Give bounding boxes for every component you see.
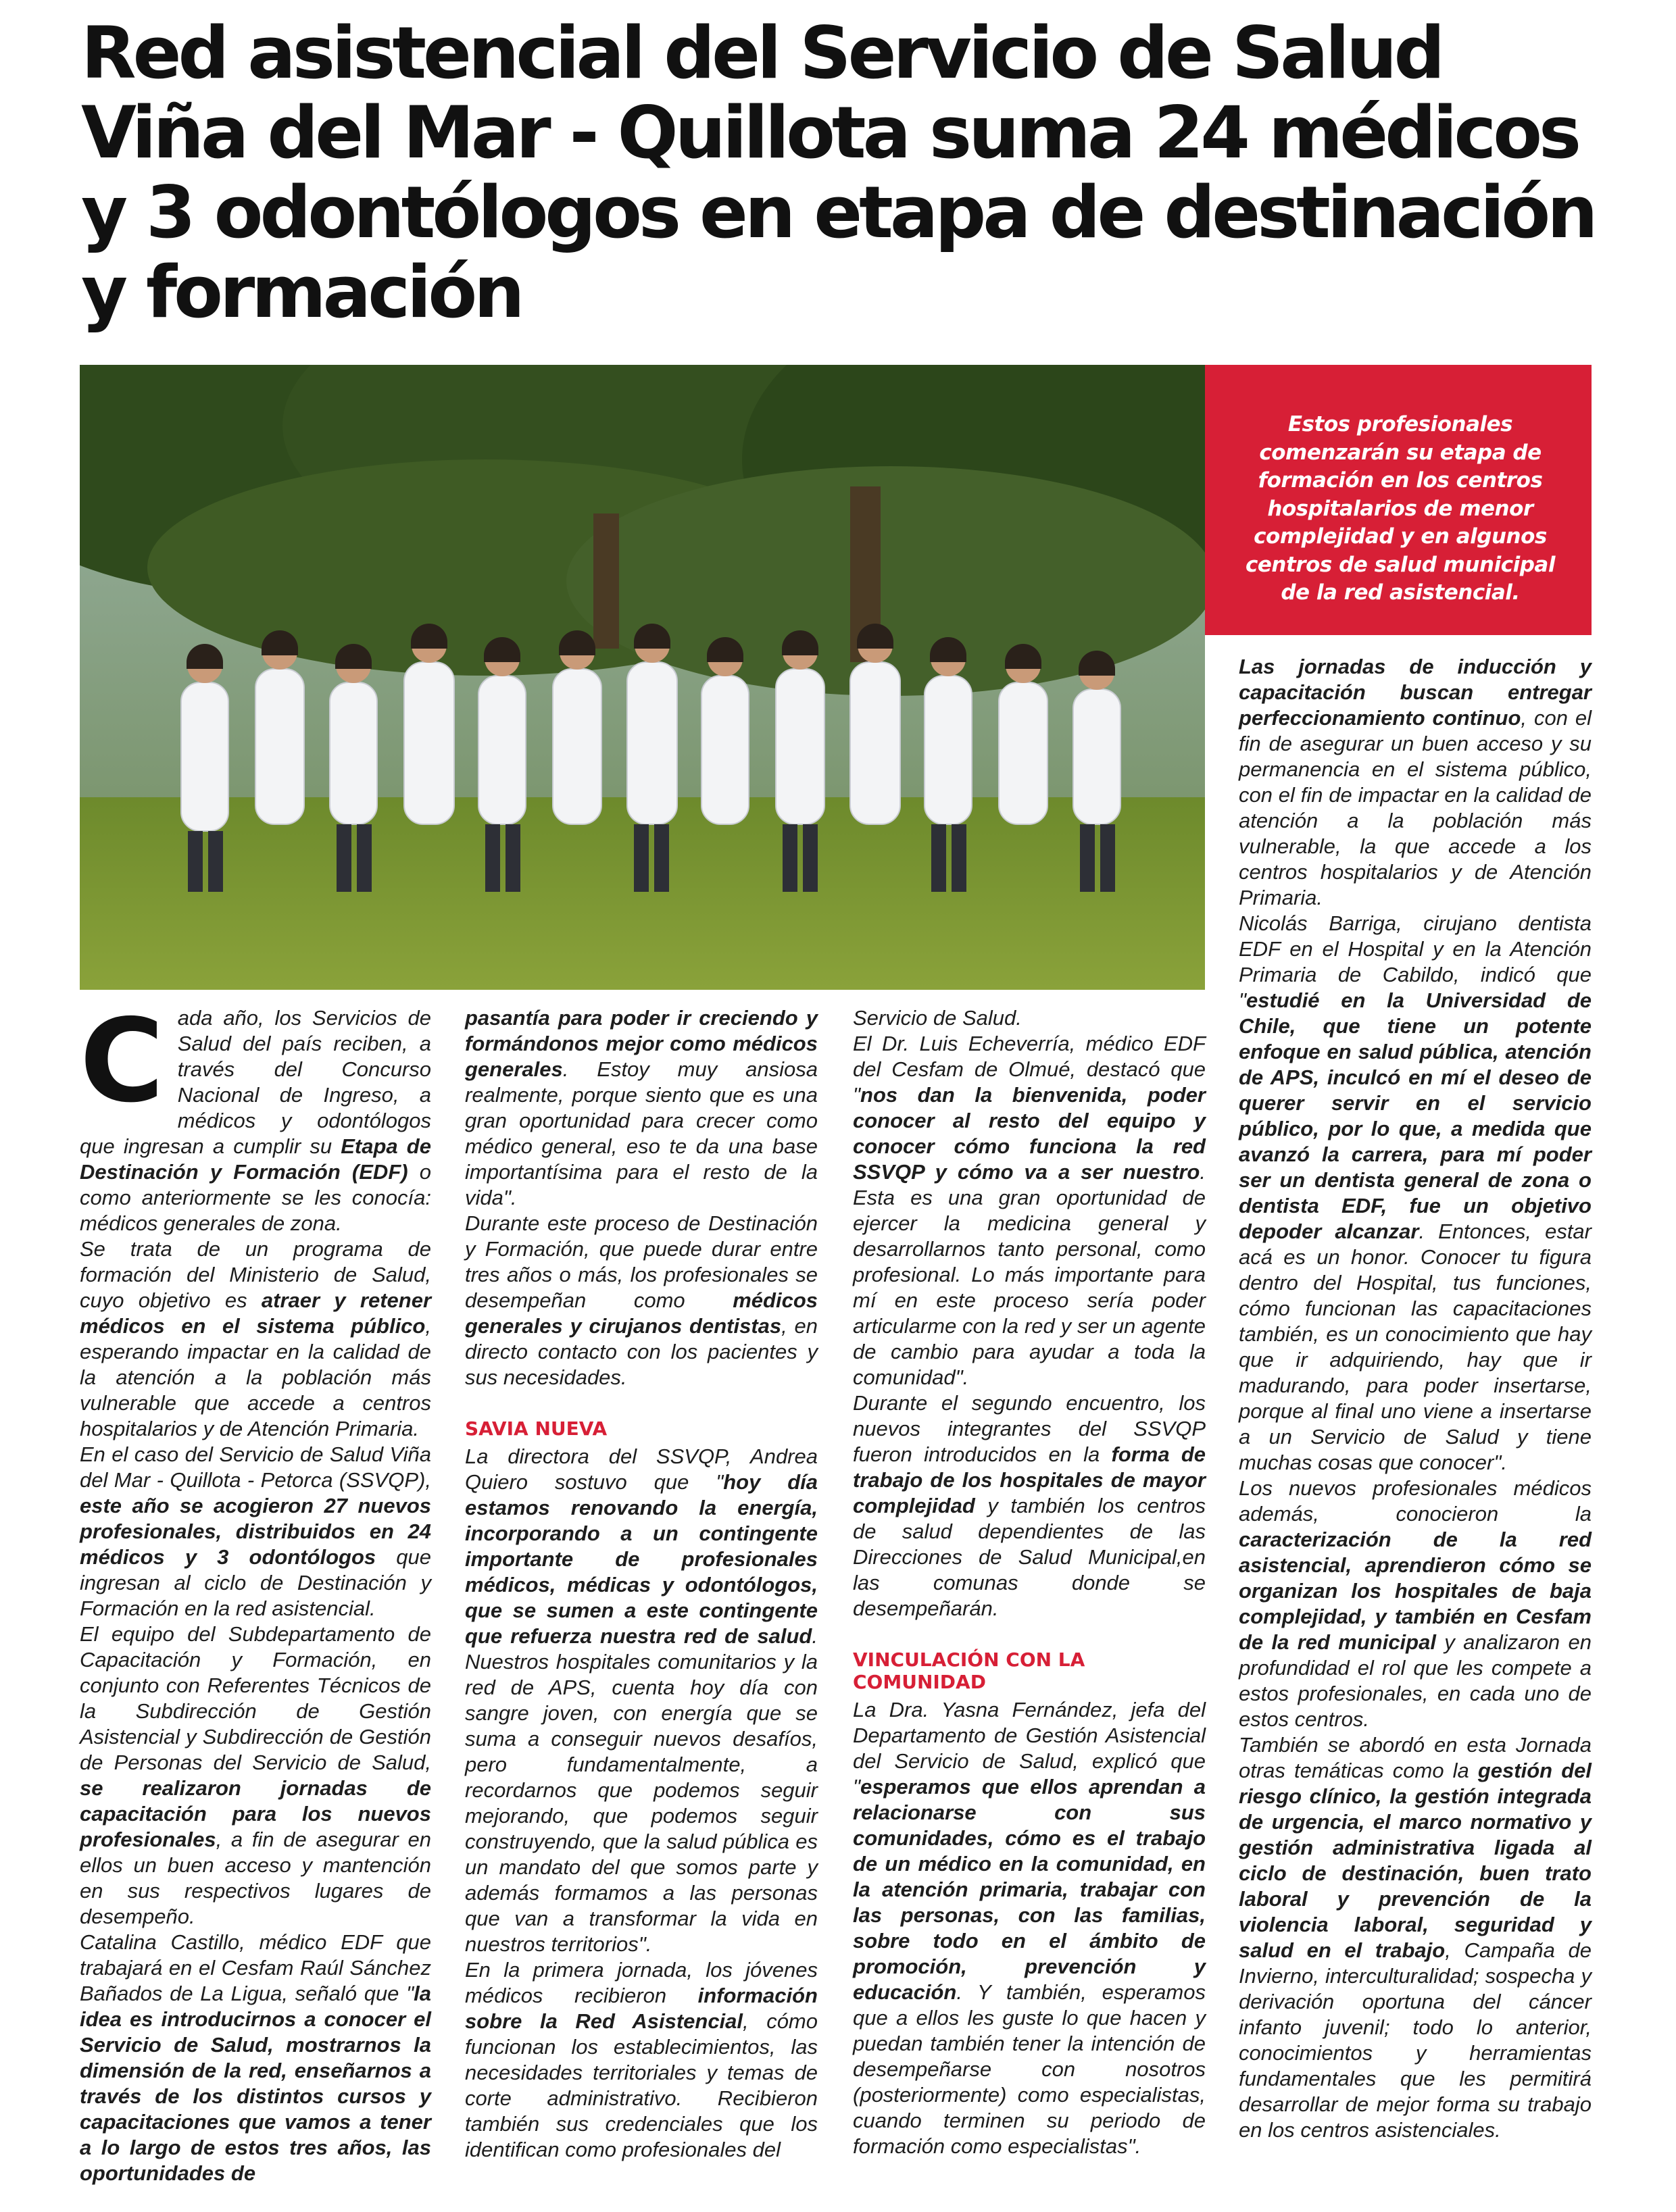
paragraph: Durante el segundo encuentro, los nuevos integrantes del SSVQP fueron introducidos en la forma de trabajo de los hospitales de mayor complejidad y también los centros de salud dependientes de las Direcciones de Salud Municipal,en las comunas donde se desempeñarán.	[853, 1391, 1206, 1620]
paragraph: Nicolás Barriga, cirujano dentista EDF en el Hospital y en la Atención Primaria de Cabildo, indicó que "estudié en la Universidad de Chile, que tiene un potente enfoque en salud pública, atención de APS, inculcó en mí el deseo de querer servir en el servicio público, por lo que, a medida que avanzó la carrera, para mí poder ser un dentista general de zona o dentista EDF, fue un objetivo depoder alcanzar. Entonces, estar acá es un honor. Conocer tu figura dentro del Hospital, tus funciones, cómo funcionan las capacitaciones también, es un conocimiento que hay que ir adquiriendo, hay que ir madurando, para poder insertarse, porque al final uno viene a insertarse a un Servicio de Salud y tiene muchas cosas que conocer".	[1239, 911, 1592, 1474]
paragraph: Se trata de un programa de formación del Ministerio de Salud, cuyo objetivo es atraer y retener médicos en el sistema público, esperando impactar en la calidad de la atención a la población más vulnerable que accede a centros hospitalarios y de Atención Primaria.	[80, 1237, 432, 1440]
paragraph: Catalina Castillo, médico EDF que trabajará en el Cesfam Raúl Sánchez Bañados de La Ligua, señaló que "la idea es introducirnos a conocer el Servicio de Salud, mostrarnos la dimensión de la red, enseñarnos a través de los distintos cursos y capacitaciones que vamos a tener a lo largo de estos tres años, las oportunidades de	[80, 1930, 431, 2185]
group-photo-icon	[80, 365, 1205, 990]
callout-box	[1205, 365, 1592, 635]
paragraph: Las jornadas de inducción y capacitación buscan entregar perfeccionamiento continuo, con el fin de asegurar un buen acceso y su permanencia en el sistema público, con el fin de impactar en la calidad de atención a la población más vulnerable, la que accede a los centros hospitalarios y de Atención Primaria.	[1239, 655, 1592, 909]
callout-text: Estos profesionales comenzarán su etapa de formación en los centros hospitalarios de menor complejidad y en algunos centros de salud municipal de la red asistencial.	[1246, 412, 1555, 605]
paragraph: Cada año, los Servicios de Salud del país reciben, a través del Concurso Nacional de Ingreso, a médicos y odontólogos que ingresan a cumplir su Etapa de Destinación y Formación (EDF) o como anteriormente se les conocía: médicos generales de zona.	[80, 995, 431, 1235]
paragraph: En la primera jornada, los jóvenes médicos recibieron información sobre la Red Asistencial, cómo funcionan los establecimientos, las necesidades territoriales y temas de corte administrativo. Recibieron también sus credenciales que los identifican como profesionales del	[465, 1958, 818, 2161]
paragraph: La Dra. Yasna Fernández, jefa del Departamento de Gestión Asistencial del Servicio de Salud, explicó que "esperamos que ellos aprendan a relacionarse con sus comunidades, cómo es el trabajo de un médico en la comunidad, en la atención primaria, trabajar con las personas, con las familias, sobre todo en el ámbito de promoción, prevención y educación. Y también, esperamos que a ellos les guste lo que hacen y puedan también tener la intención de desempeñarse con nosotros (posteriormente) como especialistas, cuando terminen su periodo de formación como especialistas".	[853, 1698, 1206, 2158]
paragraph: También se abordó en esta Jornada otras temáticas como la gestión del riesgo clínico, la gestión integrada de urgencia, el marco normativo y gestión administrativa ligada al ciclo de destinación, buen trato laboral y prevención de la violencia laboral, seguridad y salud en el trabajo, Campaña de Invierno, interculturalidad; sospecha y derivación oportuna del cáncer infanto juvenil; todo lo anterior, conocimientos y herramientas fundamentales que les permitirá desarrollar de mejor forma su trabajo en los centros asistenciales.	[1239, 1733, 1592, 2142]
paragraph: Los nuevos profesionales médicos además, conocieron la caracterización de la red asistencial, aprendieron cómo se organizan los hospitales de baja complejidad, y también en Cesfam de la red municipal y analizaron en profundidad el rol que les compete a estos profesionales, en cada uno de estos centros.	[1239, 1476, 1592, 1731]
article-column-3	[853, 1005, 1206, 2159]
paragraph: pasantía para poder ir creciendo y formándonos mejor como médicos generales. Estoy muy ansiosa realmente, porque siento que es una gran oportunidad para crecer como médico general, eso te da una base importantísima para el resto de la vida".	[465, 1006, 818, 1209]
headline: Red asistencial del Servicio de Salud Viña del Mar - Quillota suma 24 médicos y 3 odontólogos en etapa de destinación y formación	[81, 11, 1595, 334]
article-column-1	[80, 995, 432, 2186]
paragraph: El Dr. Luis Echeverría, médico EDF del Cesfam de Olmué, destacó que "nos dan la bienvenida, poder conocer al resto del equipo y conocer cómo funciona la red SSVQP y cómo va a ser nuestro. Esta es una gran oportunidad de ejercer la medicina general y desarrollarnos tanto personal, como profesional. Lo más importante para mí en este proceso sería poder articularme con la red y ser un agente de cambio para ayudar a toda la comunidad".	[853, 1032, 1206, 1389]
paragraph: En el caso del Servicio de Salud Viña del Mar - Quillota - Petorca (SSVQP), este año se acogieron 27 nuevos profesionales, distribuidos en 24 médicos y 3 odontólogos que ingresan al ciclo de Destinación y Formación en la red asistencial.	[80, 1442, 431, 1620]
paragraph: Servicio de Salud.	[853, 1006, 1022, 1030]
article-column-2	[465, 1005, 818, 2163]
paragraph: El equipo del Subdepartamento de Capacitación y Formación, en conjunto con Referentes Técnicos de la Subdirección de Gestión Asistencial y Subdirección de Gestión de Personas del Servicio de Salud, se realizaron jornadas de capacitación para los nuevos profesionales, a fin de asegurar en ellos un buen acceso y mantención en sus respectivos lugares de desempeño.	[80, 1622, 431, 1928]
drop-cap: C	[80, 995, 164, 1128]
subheading-vinculacion: VINCULACIÓN CON LA COMUNIDAD	[853, 1649, 1085, 1693]
group-photo	[80, 365, 1205, 990]
paragraph: Durante este proceso de Destinación y Formación, que puede durar entre tres años o más, los profesionales se desempeñan como médicos generales y cirujanos dentistas, en directo contacto con los pacientes y sus necesidades.	[465, 1211, 818, 1389]
paragraph: La directora del SSVQP, Andrea Quiero sostuvo que "hoy día estamos renovando la energía, incorporando a un contingente importante de profesionales médicos, médicas y odontólogos, que se sumen a este contingente que refuerza nuestra red de salud. Nuestros hospitales comunitarios y la red de APS, cuenta hoy día con sangre joven, con energía que se suma a conseguir nuevos desafíos, pero fundamentalmente, a recordarnos que podemos seguir mejorando, que podemos seguir construyendo, que la salud pública es un mandato del que somos parte y además formamos a las personas que van a transformar la vida en nuestros territorios".	[465, 1444, 818, 1956]
article-column-4	[1239, 654, 1592, 2143]
subheading-savia-nueva: SAVIA NUEVA	[465, 1417, 608, 1440]
